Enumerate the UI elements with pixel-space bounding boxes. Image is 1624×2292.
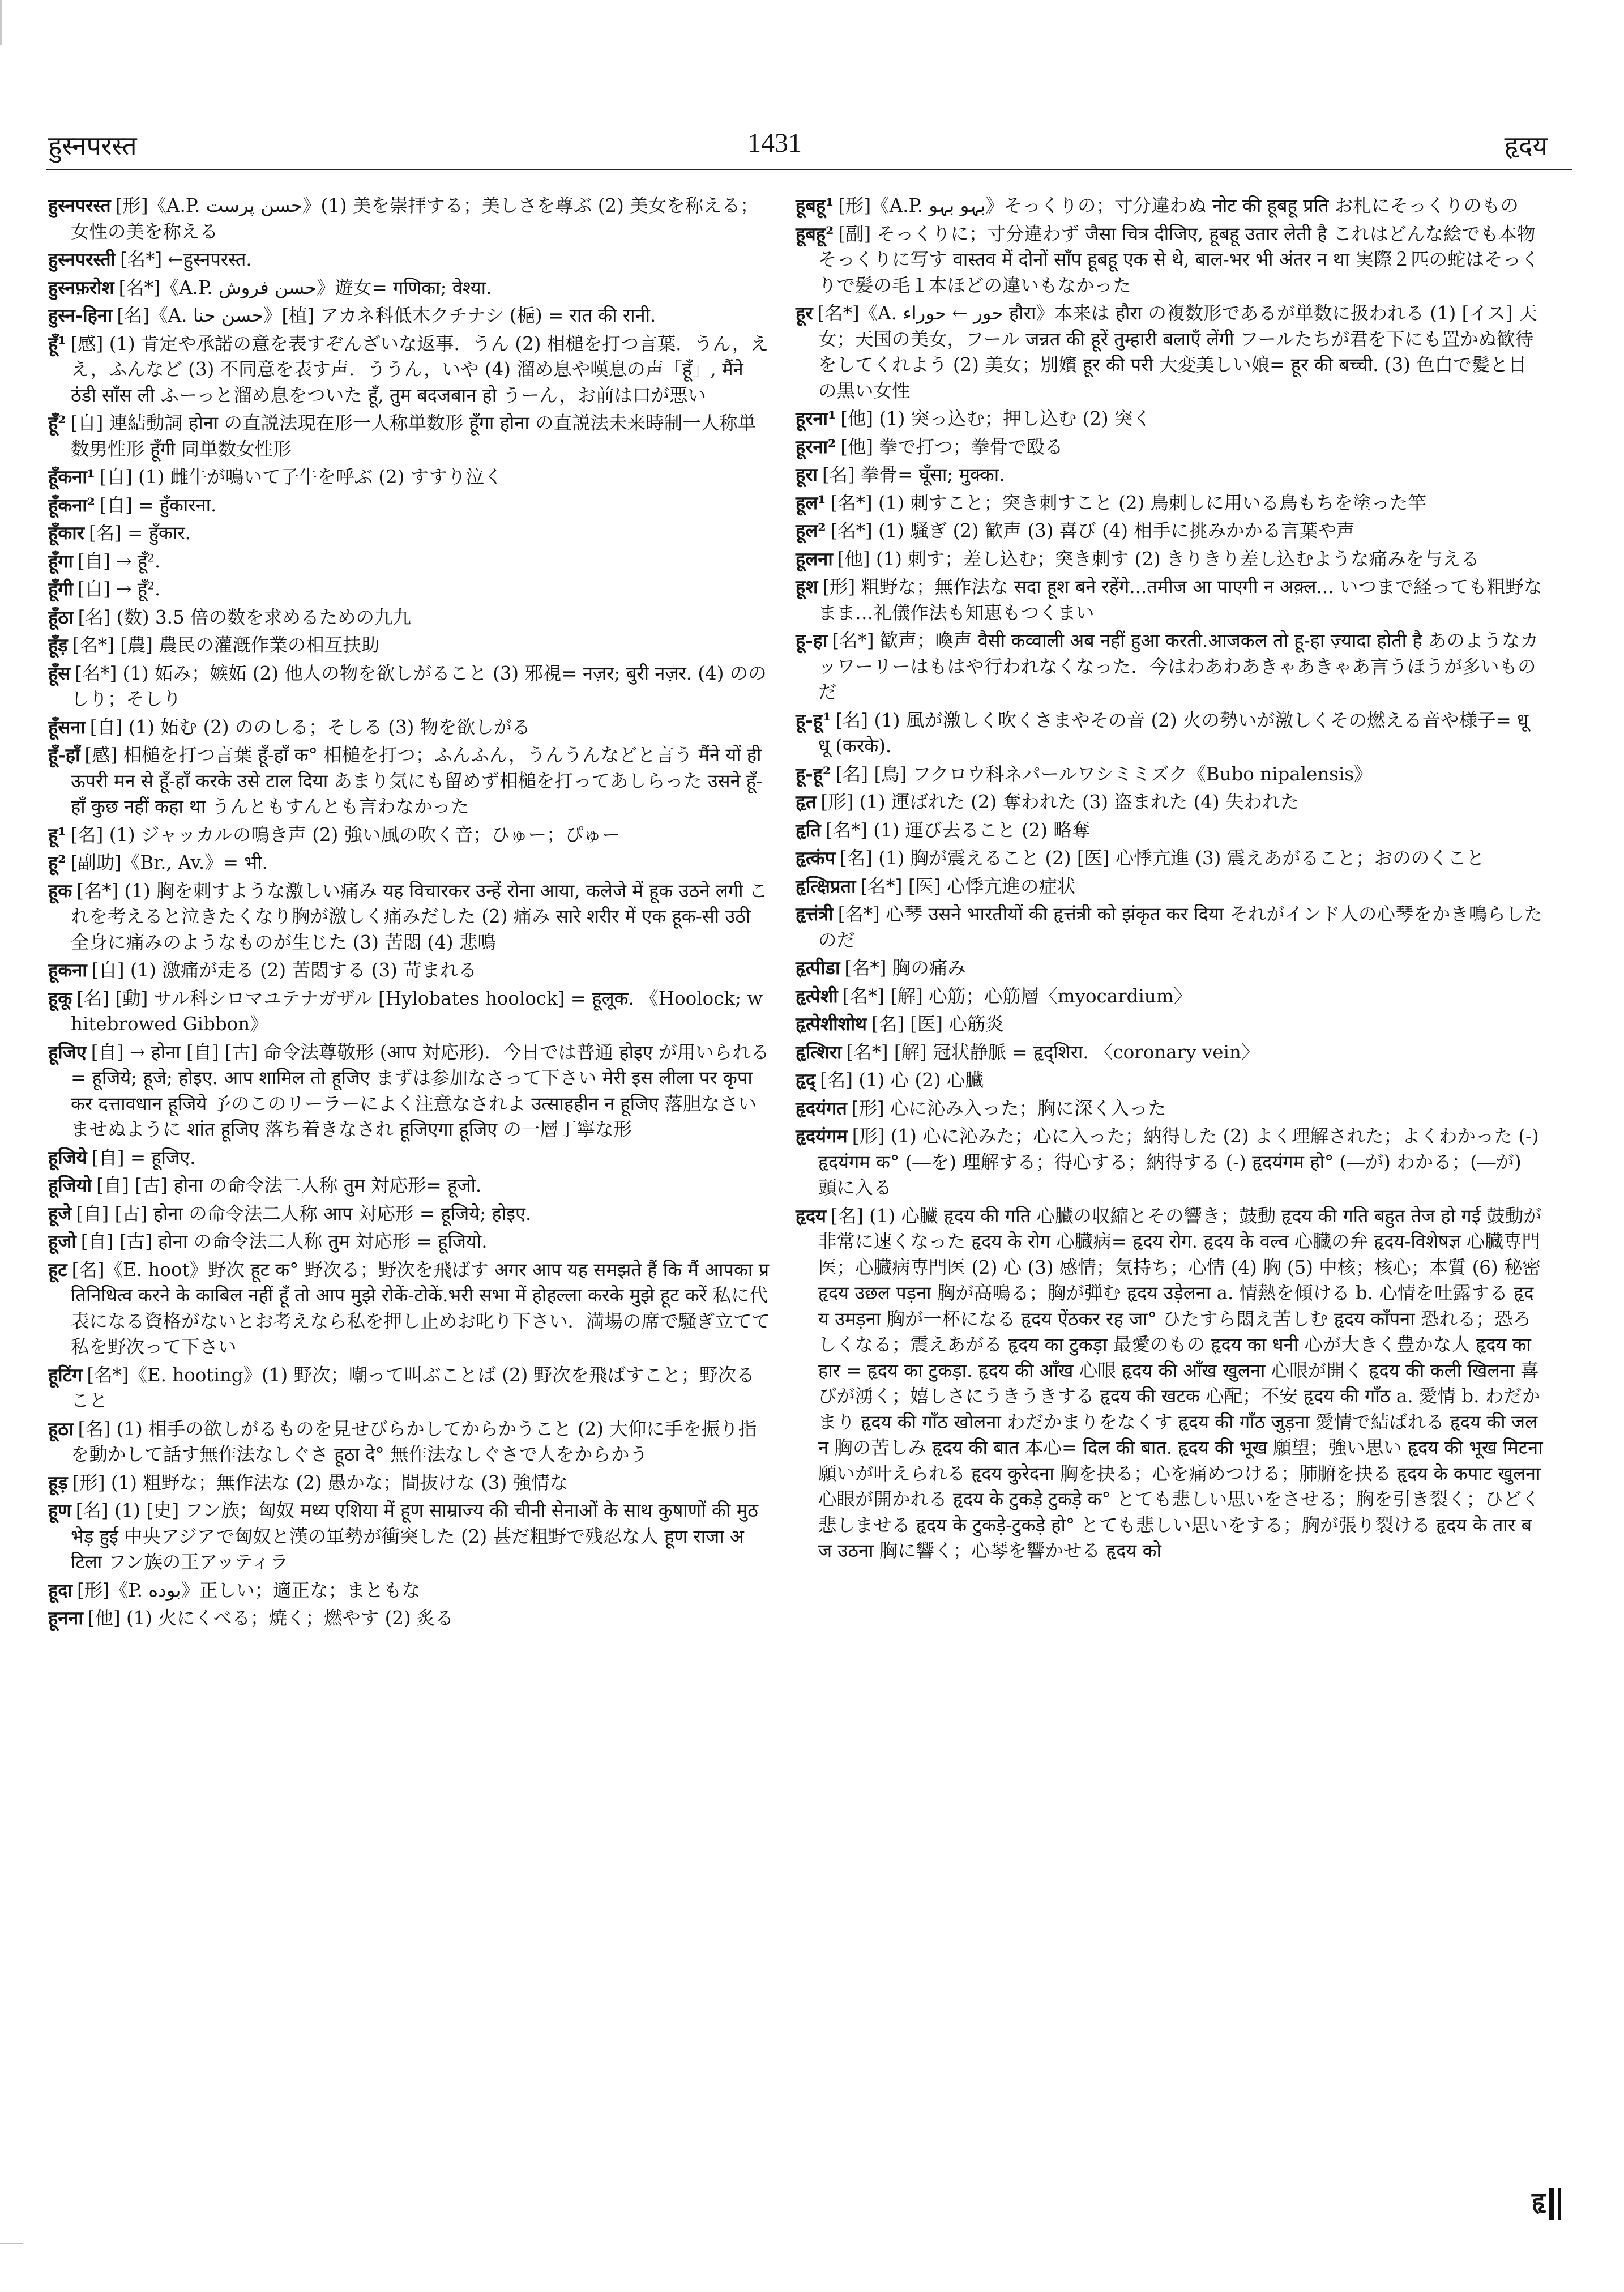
- headword: हूँगा: [48, 549, 73, 572]
- definition: [他] (1) 突っ込む；押し込む (2) 突く: [840, 408, 1152, 429]
- headword: हूँगी: [48, 578, 73, 600]
- headword: हूँसना: [48, 715, 86, 738]
- dictionary-entry: [48, 576, 770, 603]
- definition: [名] (1) 心 (2) 心臓: [820, 1069, 984, 1091]
- definition: [名] [動] サル科シロマユテナガザル [Hylobates hoolock] = हूलूक. 《Hoolock; whitebrowed Gibbon》: [71, 987, 763, 1035]
- dictionary-entry: [48, 331, 770, 409]
- headword: हूक: [48, 879, 72, 902]
- definition: [自] (1) 激痛が走る (2) 苦悶する (3) 苛まれる: [91, 959, 477, 981]
- dictionary-entry: [796, 1011, 1543, 1038]
- definition: [名] 拳骨= घूँसा; मुक्का.: [822, 464, 1005, 485]
- headword: हूजे: [48, 1202, 72, 1224]
- headword: हूट: [48, 1258, 67, 1281]
- definition: [名*] [農] 農民の灌漑作業の相互扶助: [72, 634, 380, 656]
- definition: [形]《A.P. بہو بہو》そっくりの；寸分違わぬ नोट की हूबहू प्रति お札にそっくりのもの: [838, 195, 1519, 216]
- headword: हुस्नपरस्त: [48, 194, 111, 216]
- headword: हृत: [796, 791, 817, 813]
- headword: हूजिए: [48, 1040, 87, 1063]
- dictionary-entry: [48, 492, 770, 519]
- headword: हूजियो: [48, 1174, 92, 1196]
- dictionary-entry: [796, 761, 1543, 788]
- definition: [自] [古] होना の命令法二人称 तुम 対応形= हूजो.: [96, 1175, 482, 1196]
- definition: [形] (1) 心に沁みた；心に入った；納得した (2) よく理解された；よくわかった (-) हृदयंगम क° (―を) 理解する；得心する；納得する (-) हृदयंगम हो° (―が) わかる；(―が) 頭に入る: [818, 1125, 1539, 1198]
- definition: [名*]《E. hooting》(1) 野次；嘲って叫ぶことば (2) 野次を飛ばすこと；野次ること: [71, 1364, 755, 1411]
- dictionary-entry: [48, 1228, 770, 1255]
- definition: [名] [医] 心筋炎: [871, 1013, 1004, 1035]
- dictionary-entry: [48, 1416, 770, 1468]
- dictionary-entry: [48, 1201, 770, 1227]
- headword: हू-हा: [796, 629, 828, 651]
- definition: [名] (1) 心臓 हृदय की गति 心臓の収縮とその響き；鼓動 हृदय की गति बहुत तेज हो गई 鼓動が非常に速くなった हृदय के रोग 心臓病= हृदय रोग. हृदय के वल्व 心臓の弁 हृदय-विशेषज्ञ 心臓専門医；心臓病専門医 (2) 心 (3) 感情；気持ち；心情 (4) 胸 (5) 中核；核心；本質 (6) 秘密 हृदय उछल पड़ना 胸が高鳴る；胸が弾む हृदय उड़ेलना a. 情熱を傾ける b. 心情を吐露する हृदय उमड़ना 胸が一杯になる हृदय ऐंठकर रह जा° ひたすら悶え苦しむ हृदय काँपना 恐れる；恐ろしくなる；震えあがる हृदय का टुकड़ा 最愛のもの हृदय का धनी 心が大きく豊かな人 हृदय का हार = हृदय का टुकड़ा. हृदय की आँख 心眼 हृदय की आँख खुलना 心眼が開く हृदय की कली खिलना 喜びが湧く；嬉しさにうきうきする हृदय की खटक 心配；不安 हृदय की गाँठ a. 愛情 b. わだかまり हृदय की गाँठ खोलना わだかまりをなくす हृदय की गाँठ जुड़ना 愛情で結ばれる हृदय की जलन 胸の苦しみ हृदय की बात 本心= दिल की बात. हृदय की भूख 願望；強い思い हृदय की भूख मिटना 願いが叶えられる हृदय कुरेदना 胸を抉る；心を痛めつける；肺腑を抉る हृदय के कपाट खुलना 心眼が開かれる हृदय के टुकड़े टुकड़े क° とても悲しい思いをさせる；胸を引き裂く；ひどく悲しませる हृदय के टुकड़े-टुकड़े हो° とても悲しい思いをする；胸が張り裂ける हृदय के तार बज उठना 胸に響く；心琴を響かせる हृदय को: [818, 1205, 1543, 1561]
- definition: [名*]《A. حور ← حوراء हौरा》本来は हौरा の複数形であるが単数に扱われる (1) [イス] 天女；天国の美女，フール जन्नत की हूरें तुम्हारी बलाएँ लेंगी フールたちが君を下にも置かぬ歓待をしてくれよう (2) 美女；別嬪 हूर की परी 大変美しい娘= हूर की बच्ची. (3) 色白で髪と目の黒い女性: [817, 302, 1537, 402]
- dictionary-entry: [48, 850, 770, 876]
- definition: [感] 相槌を打つ言葉 हूँ-हाँ क° 相槌を打つ；ふんふん，うんうんなどと言う मैंने यों ही ऊपरी मन से हूँ-हाँ करके उसे टाल दिया あまり気にも留めず相槌を打ってあしらった उसने हूँ-हाँ कुछ नहीं कहा था うんともすんとも言わなかった: [71, 744, 763, 817]
- headword: हृत्पीडा: [796, 957, 840, 979]
- headword: हूँकना¹: [48, 466, 95, 488]
- definition: [自] [古] होना の命令法二人称 तुम 対応形 = हूजियो.: [80, 1231, 488, 1252]
- dictionary-entry: [796, 300, 1543, 404]
- headword: हू-हू¹: [796, 708, 831, 731]
- headword: हूण: [48, 1499, 71, 1521]
- definition: [他] (1) 刺す；差し込む；突き刺す (2) きりきり差し込むような痛みを与える: [837, 548, 1480, 570]
- headword: हूर: [796, 302, 813, 324]
- dictionary-entry: [796, 406, 1543, 432]
- dictionary-entry: [48, 548, 770, 575]
- dictionary-entry: [796, 873, 1543, 900]
- dictionary-entry: [48, 302, 770, 329]
- dictionary-entry: [796, 462, 1543, 488]
- dictionary-entry: [796, 490, 1543, 517]
- headword: हूरा: [796, 463, 818, 485]
- definition: [名*] (1) 運び去ること (2) 略奪: [825, 819, 1091, 841]
- definition: [自] [古] होना の命令法二人称 आप 対応形 = हूजिये; होइए.: [76, 1202, 532, 1224]
- definition: [形] (1) 運ばれた (2) 奪われた (3) 盗まれた (4) 失われた: [820, 791, 1300, 813]
- definition: [名]《A. حسن حنا》[植] アカネ科低木クチナシ (梔) = रात की रानी.: [117, 305, 656, 326]
- definition: [自] → हूँ².: [77, 550, 161, 572]
- definition: [名*] (1) 妬み；嫉妬 (2) 他人の物を欲しがること (3) 邪視= नज़र; बुरी नज़र. (4) ののしり；そしり: [71, 662, 767, 710]
- definition: [名] = हुँकार.: [88, 522, 191, 544]
- definition: [名*] (1) 胸を刺すような激しい痛み यह विचारकर उन्हें रोना आया, कलेजे में हूक उठने लगी これを考えると泣きたくなり胸が激しく痛みだした (2) 痛み सारे शरीर में एक हूक-सी उठी 全身に痛みのようなものが生じた (3) 苦悶 (4) 悲鳴: [71, 880, 768, 953]
- dictionary-entry: [796, 434, 1543, 460]
- definition: [副] そっくりに；寸分違わず जैसा चित्र दीजिए, हूबहू उतार लेती है これはどんな絵でも本物そっくりに写す वास्तव में दोनों साँप हूबहू एक से थे, बाल-भर भी अंतर न था 実際２匹の蛇はそっくりで髪の毛１本ほどの違いもなかった: [818, 223, 1540, 296]
- dictionary-entry: [796, 1203, 1543, 1564]
- dictionary-entry: [796, 983, 1543, 1010]
- definition: [形] 心に沁み入った；胸に深く入った: [851, 1097, 1166, 1119]
- dictionary-entry: [48, 957, 770, 984]
- headword: हूरना²: [796, 435, 836, 458]
- dictionary-entry: [48, 714, 770, 741]
- dictionary-entry: [796, 845, 1543, 872]
- dictionary-entry: [48, 193, 770, 245]
- thumb-index-tab: [1532, 2183, 1561, 2220]
- definition: [名*] ←हुस्नपरस्त.: [120, 249, 252, 270]
- headword: हूजो: [48, 1230, 76, 1252]
- definition: [形]《A.P. حسن پرست》(1) 美を崇拝する；美しさを尊ぶ (2) 美女を称える；女性の美を称える: [71, 195, 759, 242]
- headword: हूल²: [796, 519, 826, 541]
- scan-edge-mark: [0, 0, 2, 45]
- definition: [自] (1) 妬む (2) ののしる；そしる (3) 物を欲しがる: [89, 716, 531, 738]
- definition: [副助]《Br., Av.》= भी.: [70, 852, 268, 873]
- definition: [名*] [医] 心悸亢進の症状: [860, 875, 1076, 897]
- left-guide-word: हुस्नपरस्त: [48, 130, 137, 161]
- headword: हूजिये: [48, 1146, 87, 1168]
- dictionary-entry: [48, 275, 770, 301]
- headword: हृदयंगत: [796, 1096, 847, 1119]
- definition: [名*]《A.P. حسن فروش》遊女= गणिका; वेश्या.: [118, 276, 492, 298]
- dictionary-entry: [796, 789, 1543, 816]
- headword: हृदय: [796, 1204, 826, 1227]
- right-column: [796, 193, 1543, 1566]
- definition: [名] [鳥] フクロウ科ネパールワシミミズク《Bubo nipalensis》: [835, 763, 1373, 785]
- headword: हूल¹: [796, 491, 826, 514]
- dictionary-entry: [48, 632, 770, 659]
- dictionary-entry: [796, 1123, 1543, 1201]
- definition: [自] (1) 雌牛が鳴いて子牛を呼ぶ (2) すすり泣く: [99, 466, 503, 488]
- definition: [名] (1) 胸が震えること (2) [医] 心悸亢進 (3) 震えあがること；おののくこと: [840, 847, 1485, 869]
- definition: [名*] 歓声；喚声 वैसी कव्वाली अब नहीं हुआ करती.आजकल तो हू-हा ज़्यादा होती है あのようなカッワーリーはもはや行われなくなった．今はわあわあきゃあきゃあ言うほうが多いものだ: [818, 630, 1538, 703]
- dictionary-entry: [796, 955, 1543, 981]
- dictionary-entry: [48, 604, 770, 631]
- definition: [他] (1) 火にくべる；焼く；燃やす (2) 炙る: [87, 1607, 454, 1629]
- definition: [自] = हुँकारना.: [99, 494, 217, 516]
- dictionary-entry: [48, 660, 770, 712]
- headword: हूकना: [48, 959, 87, 981]
- header-rule: [46, 169, 1572, 170]
- definition: [名*] (1) 騒ぎ (2) 歓声 (3) 喜び (4) 相手に挑みかかる言葉や声: [830, 520, 1355, 541]
- definition: [名*] [解] 心筋；心筋層〈myocardium〉: [842, 985, 1193, 1007]
- definition: [名*] [解] 冠状静脈 = हृद्शिरा. 〈coronary vein〉: [846, 1041, 1260, 1063]
- definition: [自] 連結動詞 होना の直説法現在形一人称単数形 हूँगा होना の直説法未来時制一人称単数男性形 हूँगी 同単数女性形: [70, 412, 757, 460]
- definition: [感] (1) 肯定や承諾の意を表すぞんざいな返事．うん (2) 相槌を打つ言葉．うん，ええ，ふんなど (3) 不同意を表す声．ううん，いや (4) 溜め息や嘆息の声「हूँ」, मैंने ठंडी साँस ली ふーっと溜め息をついた हूँ, तुम बदजबान हो うーん，お前は口が悪い: [70, 332, 769, 406]
- dictionary-entry: [48, 1039, 770, 1143]
- definition: [自] = हूजिए.: [91, 1146, 196, 1168]
- thumb-index-bar: [1558, 2188, 1561, 2220]
- headword: हूड़: [48, 1471, 68, 1493]
- definition: [名*] 胸の痛み: [844, 957, 966, 979]
- definition: [名] (1) 風が激しく吹くさまやその音 (2) 火の勢いが激しくその燃える音や様子= धू धू (करके).: [818, 709, 1529, 757]
- headword: हूँ²: [48, 412, 66, 434]
- thumb-index-bar: [1549, 2188, 1554, 2220]
- headword: हू¹: [48, 823, 66, 846]
- dictionary-entry: [48, 520, 770, 547]
- scan-edge-mark: [0, 2243, 23, 2244]
- dictionary-entry: [48, 822, 770, 848]
- definition: [名*] 心琴 उसने भारतीयों की हृत्तंत्री को झंकृत कर दिया それがインド人の心琴をかき鳴らしたのだ: [818, 903, 1542, 951]
- dictionary-entry: [796, 628, 1543, 706]
- headword: हूँ¹: [48, 332, 66, 355]
- headword: हूदा: [48, 1578, 72, 1601]
- headword: हूँस: [48, 661, 71, 684]
- headword: हूबहू¹: [796, 194, 834, 216]
- headword: हूँड़: [48, 634, 68, 656]
- headword: हूटिंग: [48, 1363, 83, 1386]
- dictionary-entry: [796, 707, 1543, 759]
- headword: हूँठा: [48, 605, 74, 628]
- definition: [自] → होना [自] [古] 命令法尊敬形 (आप 対応形)．今日では普通 होइए が用いられる= हूजिये; हूजे; होइए. आप शामिल तो हूजिए まずは参加なさって下さい मेरी इस लीला पर कृपा कर दत्तावधान हूजिये 予のこのリーラーによく注意なされよ उत्साहहीन न हूजिए 落胆なさいませぬように शांत हूजिए 落ち着きなされ हूजिएगा हूजिए の一層丁寧な形: [71, 1041, 770, 1140]
- definition: [他] 拳で打つ；拳骨で殴る: [840, 436, 1063, 458]
- dictionary-entry: [796, 574, 1543, 626]
- headword: हृद्: [796, 1069, 816, 1091]
- dictionary-entry: [48, 1605, 770, 1632]
- headword: हूँकार: [48, 522, 84, 544]
- dictionary-entry: [48, 878, 770, 956]
- definition: [自] → हूँ².: [77, 578, 161, 600]
- headword: हूँ-हाँ: [48, 744, 80, 766]
- definition: [名] (数) 3.5 倍の数を求めるための九九: [78, 606, 411, 628]
- headword: हुस्नपरस्ती: [48, 248, 116, 270]
- dictionary-entry: [48, 1497, 770, 1576]
- headword: हू²: [48, 851, 66, 873]
- dictionary-entry: [796, 901, 1543, 953]
- headword: हृत्पेशीशोथ: [796, 1013, 867, 1035]
- headword: हूबहू²: [796, 222, 834, 245]
- headword: हू-हू²: [796, 762, 831, 785]
- dictionary-entry: [48, 1257, 770, 1360]
- definition: [形] 粗野な；無作法な सदा हूश बने रहेंगे...तमीज आ पाएगी न अक़्ल... いつまで経っても粗野なまま…礼儀作法も知恵もつくまい: [818, 576, 1542, 624]
- definition: [名]《E. hoot》野次 हूट क° 野次る；野次を飛ばす अगर आप यह समझते हैं कि मैं आपका प्रतिनिधित्व करने के काबिल नहीं हूँ तो आप मुझे रोकें-टोकें.भरी सभा में होहल्ला करके मुझे हूट करें 私に代表になる資格がないとお考えなら私を押し止めお叱り下さい．満場の席で騒ぎ立てて私を野次って下さい: [71, 1258, 771, 1358]
- dictionary-entry: [48, 410, 770, 462]
- headword: हुस्न-हिना: [48, 304, 113, 326]
- headword: हृदयंगम: [796, 1125, 848, 1147]
- headword: हृत्तंत्री: [796, 903, 834, 925]
- headword: हूँकना²: [48, 493, 95, 516]
- dictionary-entry: [796, 546, 1543, 573]
- headword: हूलना: [796, 547, 833, 570]
- headword: हृत्कंप: [796, 847, 836, 869]
- headword: हृति: [796, 818, 821, 841]
- headword: हूठा: [48, 1417, 74, 1440]
- definition: [形] (1) 粗野な；無作法な (2) 愚かな；間抜けな (3) 強情な: [72, 1471, 569, 1493]
- left-column: [48, 193, 770, 1633]
- dictionary-entry: [48, 1470, 770, 1496]
- headword: हृत्क्षिप्रता: [796, 874, 856, 897]
- definition: [名*] (1) 刺すこと；突き刺すこと (2) 鳥刺しに用いる鳥もちを塗った竿: [830, 492, 1427, 514]
- headword: हूनना: [48, 1607, 83, 1629]
- dictionary-entry: [796, 193, 1543, 219]
- dictionary-entry: [796, 817, 1543, 844]
- right-guide-word: हृदय: [1504, 130, 1548, 161]
- dictionary-entry: [796, 1095, 1543, 1122]
- dictionary-entry: [796, 518, 1543, 544]
- headword: हूश: [796, 575, 818, 597]
- dictionary-entry: [48, 1362, 770, 1414]
- dictionary-entry: [796, 1039, 1543, 1066]
- dictionary-entry: [796, 221, 1543, 299]
- definition: [名] (1) [史] フン族；匈奴 मध्य एशिया में हूण साम्राज्य की चीनी सेनाओं के साथ कुषाणों की मुठभेड़ हुई 中央アジアで匈奴と漢の軍勢が衝突した (2) 甚だ粗野で残忍な人 हूण राजा अटिला フン族の王アッティラ: [71, 1500, 759, 1573]
- definition: [名] (1) 相手の欲しがるものを見せびらかしてからかうこと (2) 大仰に手を振り指を動かして話す無作法なしぐさ हूठा दे° 無作法なしぐさで人をからかう: [71, 1418, 757, 1465]
- dictionary-entry: [48, 1577, 770, 1604]
- dictionary-entry: [48, 246, 770, 273]
- headword: हृत्पेशी: [796, 984, 838, 1007]
- dictionary-entry: [48, 1145, 770, 1171]
- thumb-index-label: हृ: [1532, 2187, 1546, 2216]
- dictionary-entry: [796, 1067, 1543, 1094]
- dictionary-entry: [48, 985, 770, 1038]
- headword: हूकू: [48, 987, 72, 1009]
- definition: [形]《P. بوده》正しい；適正な；まともな: [76, 1579, 421, 1601]
- definition: [名] (1) ジャッカルの鳴き声 (2) 強い風の吹く音；ひゅー；ぴゅー: [70, 823, 621, 846]
- headword: हूरना¹: [796, 407, 836, 429]
- dictionary-entry: [48, 464, 770, 490]
- headword: हृत्शिरा: [796, 1040, 842, 1063]
- page-number: 1431: [747, 128, 802, 158]
- dictionary-entry: [48, 1172, 770, 1199]
- dictionary-entry: [48, 742, 770, 820]
- headword: हुस्नफ़रोश: [48, 276, 114, 298]
